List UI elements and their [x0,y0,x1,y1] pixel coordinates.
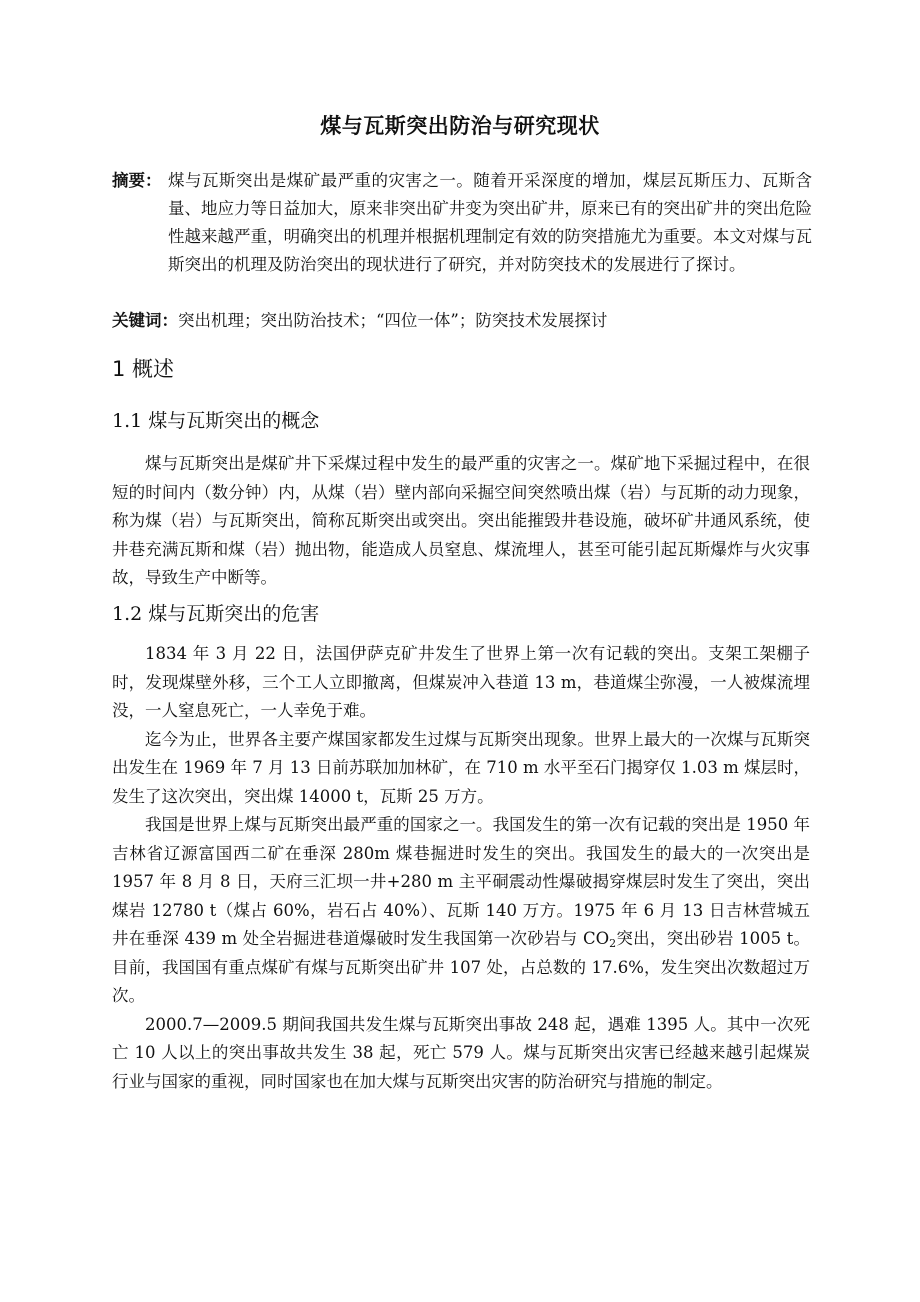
keywords-label: 关键词： [112,311,178,330]
paragraph: 煤与瓦斯突出是煤矿井下采煤过程中发生的最严重的灾害之一。煤矿地下采掘过程中，在很短的时间内（数分钟）内，从煤（岩）壁内部向采掘空间突然喷出煤（岩）与瓦斯的动力现象，称为煤（岩）与瓦斯突出，简称瓦斯突出或突出。突出能摧毁井巷设施，破坏矿井通风系统，使井巷充满瓦斯和煤（岩）抛出物，能造成人员窒息、煤流埋人，甚至可能引起瓦斯爆炸与火灾事故，导致生产中断等。 [112,454,810,587]
section-1-2-heading [112,600,319,628]
section-1-1-heading [112,407,319,435]
document-title: 煤与瓦斯突出防治与研究现状 [320,114,600,138]
paragraph-text: 我国是世界上煤与瓦斯突出最严重的国家之一。我国发生的第一次有记载的突出是 1950 年吉林省辽源富国西二矿在垂深 280m 煤巷掘进时发生的突出。我国发生的最大的一次突出是 1957 年 8 月 8 日，天府三汇坝一井+280 m 主平硐震动性爆破揭穿煤层时发生了突出，突出煤岩 12780 t（煤占 60%，岩石占 40%）、瓦斯 140 万方。1975 年 6 月 13 日吉林营城五井在垂深 439 m 处全岩掘进巷道爆破时发生我国第一次砂岩与 CO [112,815,810,948]
paragraph: 1834 年 3 月 22 日，法国伊萨克矿井发生了世界上第一次有记载的突出。支架工架棚子时，发现煤壁外移，三个工人立即撤离，但煤炭冲入巷道 13 m，巷道煤尘弥漫，一人被煤流埋没，一人窒息死亡，一人幸免于难。 [112,644,810,720]
abstract-block [112,167,812,279]
keywords-line [112,307,812,335]
section-1-2-title: 煤与瓦斯突出的危害 [148,603,320,625]
paragraph-text: 突出，突出砂岩 1005 t。目前，我国国有重点煤矿有煤与瓦斯突出矿井 107 处，占总数的 17.6%，发生突出次数超过万次。 [112,929,810,1005]
paragraph [112,811,810,1011]
section-1-1-body [112,450,810,593]
abstract-text: 煤与瓦斯突出是煤矿最严重的灾害之一。随着开采深度的增加，煤层瓦斯压力、瓦斯含量、地应力等日益加大，原来非突出矿井变为突出矿井，原来已有的突出矿井的突出危险性越来越严重，明确突出的机理并根据机理制定有效的防突措施尤为重要。本文对煤与瓦斯突出的机理及防治突出的现状进行了研究，并对防突技术的发展进行了探讨。 [168,171,812,274]
paragraph: 2000.7—2009.5 期间我国共发生煤与瓦斯突出事故 248 起，遇难 1395 人。其中一次死亡 10 人以上的突出事故共发生 38 起，死亡 579 人。煤与瓦斯突出灾害已经越来越引起煤炭行业与国家的重视，同时国家也在加大煤与瓦斯突出灾害的防治研究与措施的制定。 [112,1014,810,1091]
abstract-label: 摘要： [112,171,162,190]
section-1-1-number: 1.1 [112,410,143,432]
section-1-2-body [112,640,810,1096]
section-1-2-number: 1.2 [112,603,143,625]
section-1-1-title: 煤与瓦斯突出的概念 [148,410,320,432]
paragraph: 迄今为止，世界各主要产煤国家都发生过煤与瓦斯突出现象。世界上最大的一次煤与瓦斯突出发生在 1969 年 7 月 13 日前苏联加加林矿，在 710 m 水平至石门揭穿仅 1.03 m 煤层时，发生了这次突出，突出煤 14000 t，瓦斯 25 万方。 [112,729,810,806]
section-1-heading: 1 概述 [112,357,175,381]
keywords-text: 突出机理；突出防治技术；“四位一体”；防突技术发展探讨 [178,311,608,330]
subscript: 2 [609,937,617,950]
